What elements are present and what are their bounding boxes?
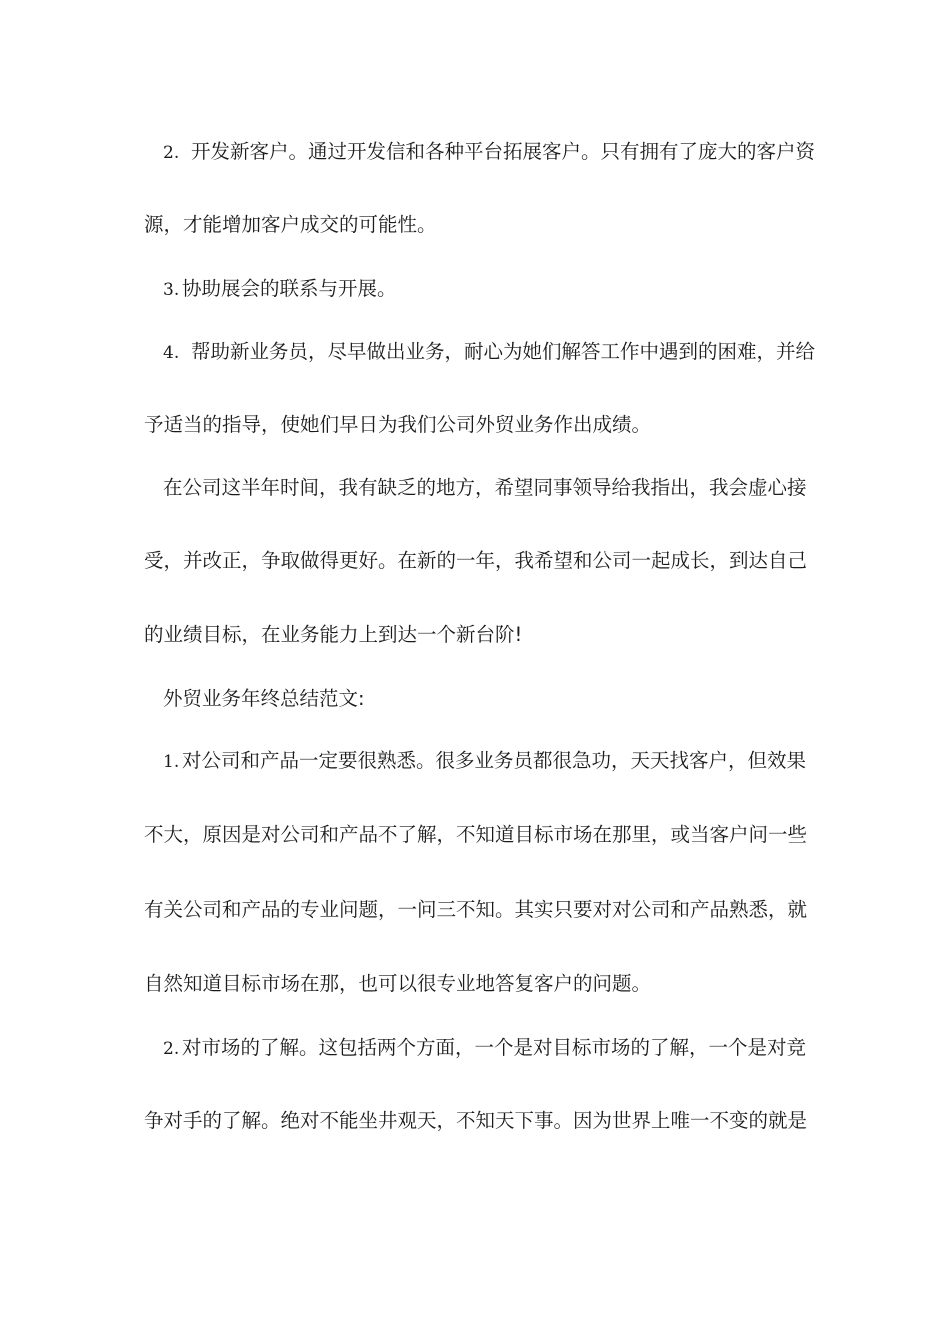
paragraph-line	[0, 337, 950, 368]
list-number: 4.	[163, 343, 180, 363]
paragraph-line	[0, 620, 950, 650]
list-number: 2.	[163, 143, 180, 163]
paragraph-line	[0, 1106, 950, 1136]
paragraph-line	[0, 210, 950, 240]
paragraph-line	[0, 969, 950, 999]
line-text: 不大，原因是对公司和产品不了解，不知道目标市场在那里，或当客户问一些	[144, 823, 808, 846]
line-text: 对市场的了解。这包括两个方面，一个是对目标市场的了解，一个是对竞	[182, 1036, 807, 1059]
line-text: 的业绩目标，在业务能力上到达一个新台阶!	[144, 623, 523, 646]
paragraph-line	[0, 473, 950, 503]
list-number: 3.	[163, 280, 180, 300]
paragraph-line	[0, 410, 950, 440]
paragraph-line	[0, 820, 950, 850]
paragraph-line	[0, 137, 950, 168]
paragraph-line	[0, 895, 950, 925]
section-heading	[0, 684, 950, 714]
line-text: 予适当的指导，使她们早日为我们公司外贸业务作出成绩。	[144, 413, 652, 436]
line-text: 争对手的了解。绝对不能坐井观天，不知天下事。因为世界上唯一不变的就是	[144, 1109, 808, 1132]
line-text: 受，并改正，争取做得更好。在新的一年，我希望和公司一起成长，到达自己	[144, 549, 808, 572]
line-text: 协助展会的联系与开展。	[182, 277, 397, 300]
line-text: 开发新客户。通过开发信和各种平台拓展客户。只有拥有了庞大的客户资	[191, 140, 816, 163]
list-number: 1.	[163, 752, 180, 772]
paragraph-line	[0, 746, 950, 777]
paragraph-line	[0, 1033, 950, 1064]
line-text: 自然知道目标市场在那，也可以很专业地答复客户的问题。	[144, 972, 652, 995]
line-text: 外贸业务年终总结范文:	[163, 687, 365, 710]
line-text: 在公司这半年时间，我有缺乏的地方，希望同事领导给我指出，我会虚心接	[163, 476, 807, 499]
line-text: 有关公司和产品的专业问题，一问三不知。其实只要对对公司和产品熟悉，就	[144, 898, 808, 921]
line-text: 源，才能增加客户成交的可能性。	[144, 213, 437, 236]
paragraph-line	[0, 546, 950, 576]
line-text: 对公司和产品一定要很熟悉。很多业务员都很急功，天天找客户，但效果	[182, 749, 807, 772]
paragraph-line	[0, 274, 950, 305]
line-text: 帮助新业务员，尽早做出业务，耐心为她们解答工作中遇到的困难，并给	[191, 340, 816, 363]
list-number: 2.	[163, 1039, 180, 1059]
